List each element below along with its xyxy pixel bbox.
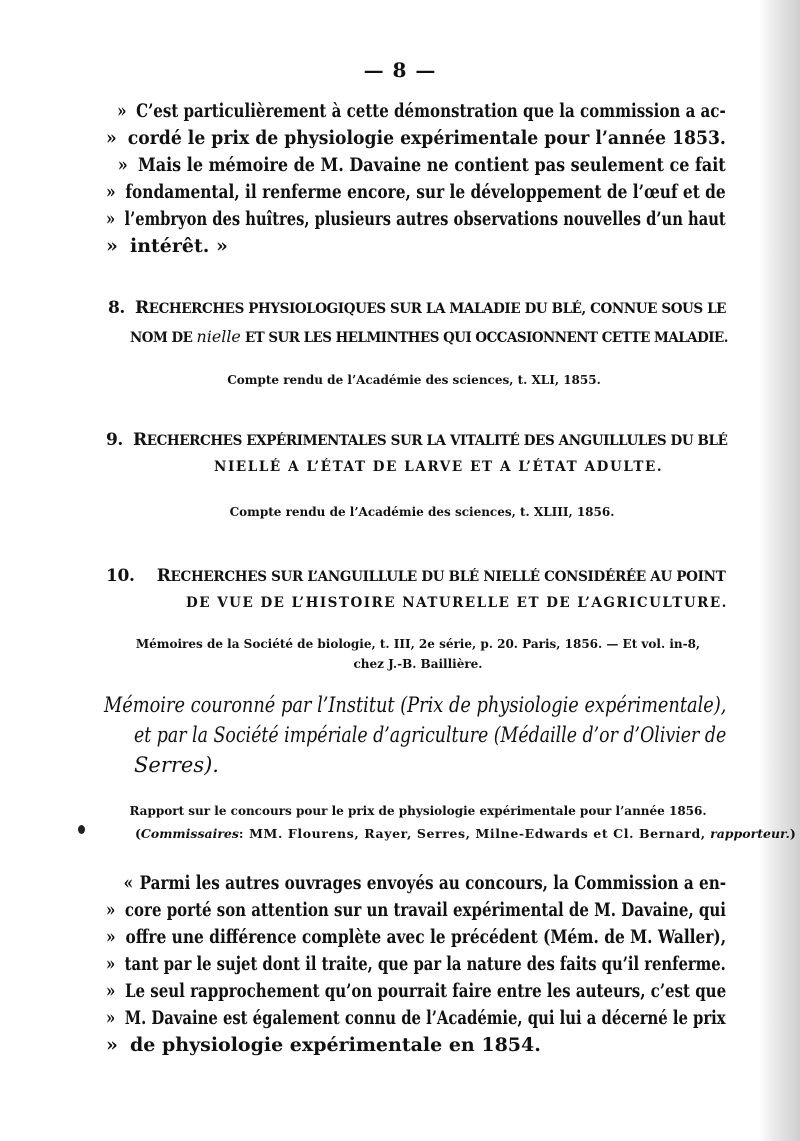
line-text: de physiologie expérimentale en 1854. [130, 1034, 541, 1056]
text-line [106, 100, 726, 122]
entry-title: RECHERCHES SUR L’ANGUILLULE DU BLÉ NIELLÉ CONSIDÉRÉE AU POINT [156, 566, 726, 586]
quote-mark: » [106, 235, 118, 257]
entry-title-line [106, 566, 725, 586]
award-line: et par la Société impériale d’agriculture (Médaille d’or d’Olivier de [134, 723, 727, 747]
text-line [106, 154, 726, 176]
entry-title-italic: nielle [196, 327, 241, 346]
quote-mark: » [117, 100, 127, 122]
line-text: M. Davaine est également connu de l’Académie, qui lui a décerné le prix [124, 1007, 726, 1029]
entry-title-line [130, 327, 728, 346]
quote-mark: » [106, 980, 116, 1002]
quote-mark: » [106, 1034, 118, 1056]
line-text: Parmi les autres ouvrages envoyés au concours, la Commission a en- [139, 872, 727, 894]
commissioners-names: : MM. Flourens, Rayer, Serres, Milne-Edwards et Cl. Bernard, [238, 826, 706, 841]
rapporteur-label: rapporteur. [710, 826, 790, 841]
text-line [106, 208, 726, 230]
entry-reference: Compte rendu de l’Académie des sciences, t. XLIII, 1856. [229, 505, 615, 519]
text-line [106, 926, 726, 948]
line-text: cordé le prix de physiologie expérimentale pour l’année 1853. [127, 127, 726, 149]
entry-title-line [186, 595, 728, 611]
quote-mark: » [106, 953, 116, 975]
text-line [106, 980, 726, 1002]
line-text: Le seul rapprochement qu’on pourrait faire entre les auteurs, c’est que [124, 980, 727, 1002]
entry-reference: Compte rendu de l’Académie des sciences, t. XLI, 1855. [227, 373, 601, 387]
text-line [106, 899, 726, 921]
page-number: — 8 — [363, 58, 437, 82]
entry-title: RECHERCHES PHYSIOLOGIQUES SUR LA MALADIE DU BLÉ, CONNUE SOUS LE [134, 298, 727, 318]
line-text: tant par le sujet dont il traite, que par la nature des faits qu’il renferme. [124, 953, 726, 975]
report-title: Rapport sur le concours pour le prix de physiologie expérimentale pour l’année 1856. [129, 804, 707, 818]
text-line [106, 235, 228, 257]
entry-title-line [106, 430, 728, 450]
text-line [106, 1034, 541, 1056]
entry-reference: Mémoires de la Société de biologie, t. III, 2e série, p. 20. Paris, 1856. — Et vol. in-8, [135, 637, 701, 651]
line-text: fondamental, il renferme encore, sur le développement de l’œuf et de [125, 181, 726, 203]
line-text: core porté son attention sur un travail expérimental de M. Davaine, qui [124, 899, 726, 921]
quote-mark: » [106, 1007, 116, 1029]
quote-mark: » [106, 181, 116, 203]
line-text: Mais le mémoire de M. Davaine ne contient pas seulement ce fait [138, 154, 726, 176]
entry-title: NIELLÉ A L’ÉTAT DE LARVE ET A L’ÉTAT ADULTE. [214, 459, 664, 475]
entry-reference-publisher: chez J.-B. Baillière. [353, 657, 483, 671]
line-text: l’embryon des huîtres, plusieurs autres observations nouvelles d’un haut [124, 208, 726, 230]
line-text: intérêt. » [130, 235, 228, 257]
entry-title-part: ET SUR LES HELMINTHES QUI OCCASIONNENT CETTE MALADIE. [244, 330, 728, 346]
line-text: C’est particulièrement à cette démonstration que la commission a ac- [136, 100, 726, 122]
ink-spot [78, 825, 85, 834]
award-line: Serres). [134, 753, 219, 777]
entry-number: 8. [108, 298, 125, 318]
entry-number: 10. [106, 566, 135, 586]
text-line [106, 953, 726, 975]
entry-title-line [108, 298, 726, 318]
quote-mark: » [106, 899, 116, 921]
line-text: offre une différence complète avec le précédent (Mém. de M. Waller), [125, 926, 727, 948]
quote-mark: » [117, 154, 128, 176]
entry-title: RECHERCHES EXPÉRIMENTALES SUR LA VITALITÉ DES ANGUILLULES DU BLÉ [132, 430, 728, 450]
quote-mark: « [123, 872, 134, 894]
text-line [106, 127, 726, 149]
quote-mark: » [106, 926, 116, 948]
entry-title-part: NOM DE [130, 330, 193, 346]
entry-title-line [214, 459, 663, 475]
text-line [106, 872, 726, 894]
text-line [106, 181, 726, 203]
award-line: Mémoire couronné par l’Institut (Prix de physiologie expérimentale), [104, 693, 727, 717]
entry-number: 9. [106, 430, 123, 450]
text-line [106, 1007, 726, 1029]
report-commissioners: (Commissaires: MM. Flourens, Rayer, Serres, Milne-Edwards et Cl. Bernard, rapporteur.) [135, 826, 796, 841]
quote-mark: » [106, 208, 116, 230]
quote-mark: » [106, 127, 117, 149]
page-edge-shadow [758, 0, 800, 1141]
entry-title: DE VUE DE L’HISTOIRE NATURELLE ET DE L’AGRICULTURE. [186, 595, 728, 611]
commissioners-label: Commissaires [140, 826, 239, 841]
